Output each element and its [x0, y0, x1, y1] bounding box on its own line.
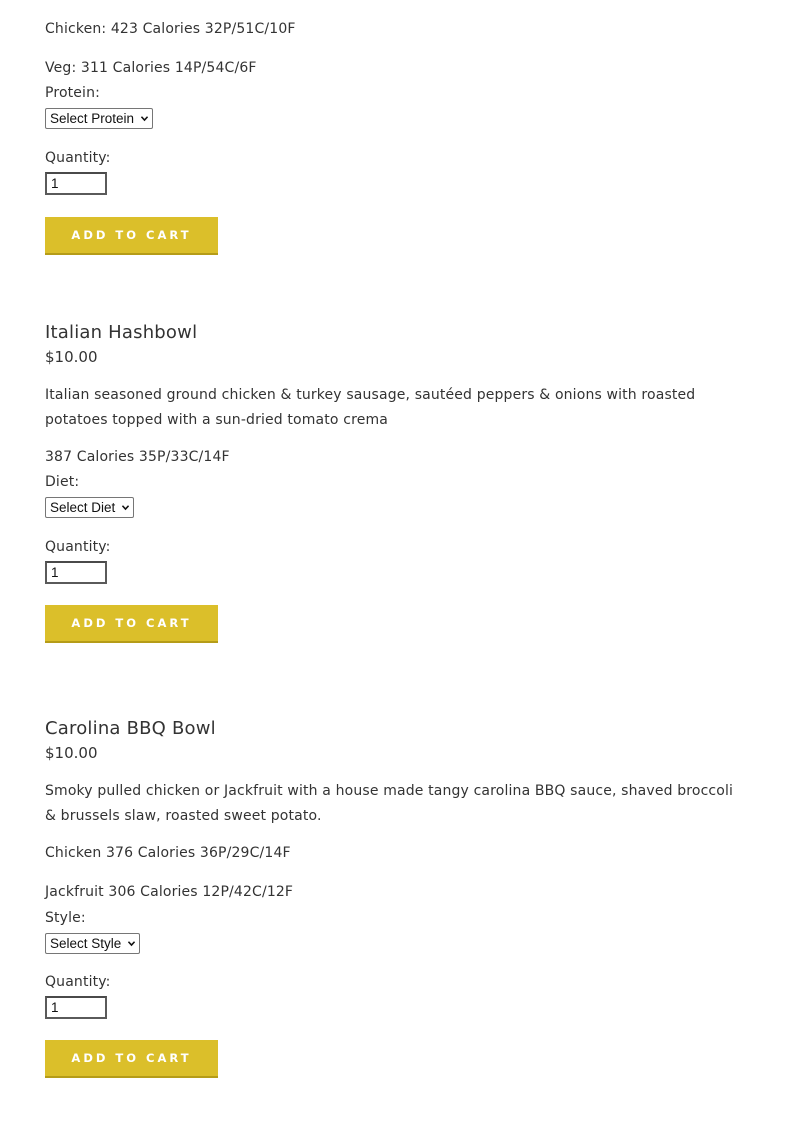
- protein-select-value: Select Protein: [50, 111, 135, 126]
- diet-label: Diet:: [45, 474, 80, 490]
- quantity-input[interactable]: [45, 172, 107, 195]
- product-bowl-1: [45, 19, 296, 255]
- nutrition-line: Chicken: 423 Calories 32P/51C/10F: [45, 21, 296, 37]
- add-to-cart-button[interactable]: ADD TO CART: [45, 605, 218, 643]
- protein-label: Protein:: [45, 85, 100, 101]
- diet-select[interactable]: [45, 497, 134, 518]
- quantity-label: Quantity:: [45, 539, 111, 555]
- chevron-down-icon: [141, 115, 148, 122]
- chevron-down-icon: [122, 504, 129, 511]
- product-title: Italian Hashbowl: [45, 322, 198, 343]
- product-description: Italian seasoned ground chicken & turkey sausage, sautéed peppers & onions with roasted potatoes topped with a sun-dried tomato crema: [45, 387, 696, 428]
- nutrition-line: Chicken 376 Calories 36P/29C/14F: [45, 845, 291, 861]
- product-carolina-bbq-bowl: [45, 717, 745, 1078]
- nutrition-line: Jackfruit 306 Calories 12P/42C/12F: [45, 884, 294, 900]
- nutrition-line: Veg: 311 Calories 14P/54C/6F: [45, 60, 257, 76]
- diet-select-value: Select Diet: [50, 500, 116, 515]
- add-to-cart-button[interactable]: ADD TO CART: [45, 1040, 218, 1078]
- style-select[interactable]: [45, 933, 140, 954]
- quantity-input[interactable]: [45, 561, 107, 584]
- style-select-value: Select Style: [50, 936, 122, 951]
- nutrition-line: 387 Calories 35P/33C/14F: [45, 449, 230, 465]
- product-price: $10.00: [45, 348, 98, 366]
- product-price: $10.00: [45, 744, 98, 762]
- quantity-label: Quantity:: [45, 150, 111, 166]
- product-description: Smoky pulled chicken or Jackfruit with a house made tangy carolina BBQ sauce, shaved broccoli & brussels slaw, roasted sweet potato.: [45, 783, 734, 824]
- style-label: Style:: [45, 910, 86, 926]
- chevron-down-icon: [128, 940, 135, 947]
- product-italian-hashbowl: [45, 321, 745, 643]
- add-to-cart-button[interactable]: ADD TO CART: [45, 217, 218, 255]
- product-title: Carolina BBQ Bowl: [45, 718, 216, 739]
- quantity-label: Quantity:: [45, 974, 111, 990]
- quantity-input[interactable]: [45, 996, 107, 1019]
- protein-select[interactable]: [45, 108, 153, 129]
